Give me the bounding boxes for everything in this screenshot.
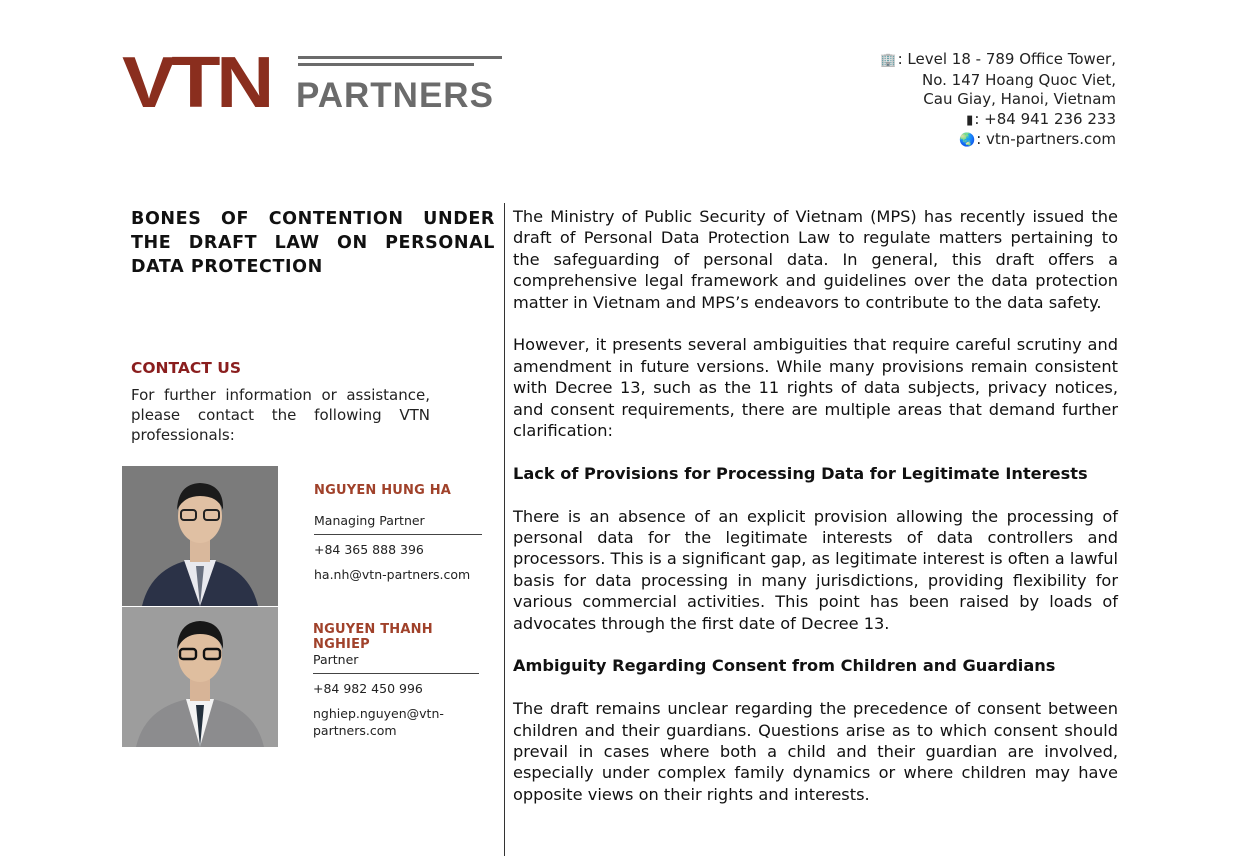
heading-legitimate-interests: Lack of Provisions for Processing Data for Legitimate Interests [513,463,1088,483]
logo-mark: VTN [122,43,270,123]
vtn-partners-logo [122,43,507,123]
office-address [880,50,1116,151]
logo-lines [298,56,502,70]
paragraph-ambiguities: However, it presents several ambiguities that require careful scrutiny and amendment in future versions. While many provisions remain consistent with Decree 13, such as the 11 rights of data subjects, privacy notices, and consent requirements, there are multiple areas that demand further clarification: [513,335,1118,441]
person-role: Managing Partner [314,513,425,528]
website-link[interactable]: vtn-partners.com [986,130,1116,148]
contact-card-2 [313,622,479,739]
building-icon: 🏢 [880,53,897,68]
address-line-2: No. 147 Hoang Quoc Viet, [922,70,1116,89]
person-role: Partner [313,652,359,667]
heading-children-consent: Ambiguity Regarding Consent from Children and Guardians [513,656,1056,676]
portrait-nguyen-thanh-nghiep [122,607,278,747]
document-title: BONES OF CONTENTION UNDER THE DRAFT LAW ON PERSONAL DATA PROTECTION [131,209,495,277]
paragraph-children-consent: The draft remains unclear regarding the precedence of consent between children and their guardians. Questions arise as to which consent should prevail in cases where both a child and their guardian are involved, especially under complex family dynamics or where children may have opposite views on their rights and interests. [513,699,1118,804]
portrait-nguyen-hung-ha [122,466,278,606]
person-phone: +84 982 450 996 [313,681,423,696]
contact-text: For further information or assistance, please contact the following VTN professionals: [131,386,430,444]
person-email[interactable]: ha.nh@vtn-partners.com [314,567,471,582]
website-line: 🌏: vtn-partners.com [880,130,1116,151]
phone-icon: ▮ [966,112,974,128]
contact-card-1 [314,483,482,583]
address-line-3: Cau Giay, Hanoi, Vietnam [923,90,1116,108]
paragraph-intro: The Ministry of Public Security of Vietnam (MPS) has recently issued the draft of Personal Data Protection Law to regulate matters pertaining to the safeguarding of personal data. In general, this draft offers a comprehensive legal framework and guidelines over the data protection matter in Vietnam and MPS’s endeavors to contribute to the data safety. [513,207,1118,312]
phone-line: ▮: +84 941 236 233 [880,110,1116,131]
article-body [513,206,1118,827]
column-divider [504,203,505,856]
paragraph-legitimate-interests: There is an absence of an explicit provision allowing the processing of personal data for the legitimate interests of data controllers and processors. This is a significant gap, as legitimate interest is often a lawful basis for data processing in many jurisdictions, providing flexibility for various commercial activities. This point has been raised by loads of advocates through the first date of Decree 13. [513,506,1118,633]
person-email[interactable]: nghiep.nguyen@vtn-partners.com [313,706,444,738]
person-phone: +84 365 888 396 [314,542,424,557]
person-name: NGUYEN THANH NGHIEP [313,622,433,652]
divider [313,673,479,674]
divider [314,534,482,535]
globe-icon: 🌏 [959,133,976,148]
contact-heading: CONTACT US [131,359,241,377]
logo-wordmark: PARTNERS [296,76,494,115]
person-name: NGUYEN HUNG HA [314,483,452,498]
address-line-1: 🏢: Level 18 - 789 Office Tower, [880,50,1116,71]
